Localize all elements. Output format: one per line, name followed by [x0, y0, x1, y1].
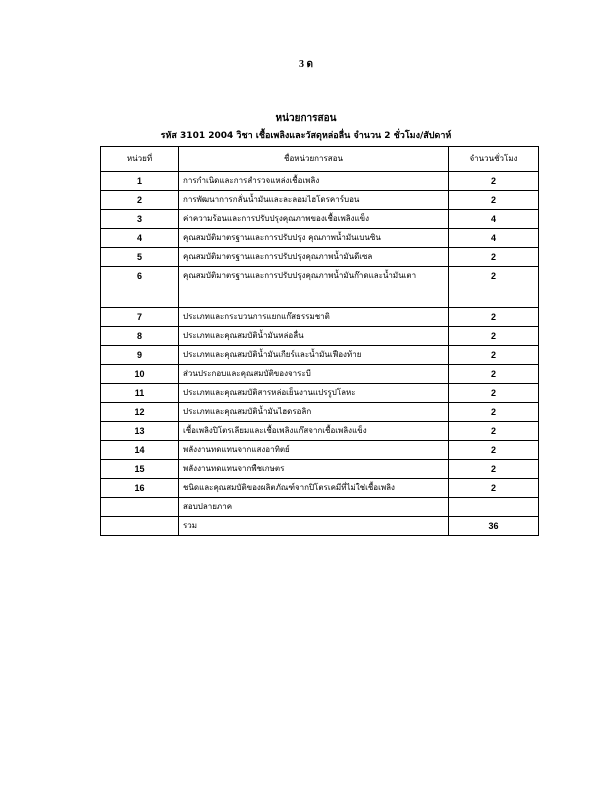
hours-cell: 2 [449, 267, 539, 308]
column-header-unit: หน่วยที่ [101, 147, 179, 172]
unit-name-cell: รวม [179, 517, 449, 536]
hours-cell: 2 [449, 460, 539, 479]
unit-number-cell: 10 [101, 365, 179, 384]
unit-name-cell: สอบปลายภาค [179, 498, 449, 517]
hours-cell: 2 [449, 191, 539, 210]
table-row [101, 248, 539, 267]
unit-number-cell: 15 [101, 460, 179, 479]
unit-number-cell: 8 [101, 327, 179, 346]
column-header-unit-name: ชื่อหน่วยการสอน [179, 147, 449, 172]
table-header-row [101, 147, 539, 172]
unit-number-cell: 16 [101, 479, 179, 498]
hours-cell: 2 [449, 422, 539, 441]
unit-name-cell: การพัฒนาการกลั่นน้ำมันและละลอมไฮโดรคาร์บอน [179, 191, 449, 210]
table-row [101, 210, 539, 229]
table-row [101, 460, 539, 479]
unit-name-cell: การกำเนิดและการสำรวจแหล่งเชื้อเพลิง [179, 172, 449, 191]
teaching-units-table [100, 146, 539, 536]
unit-number-cell: 11 [101, 384, 179, 403]
unit-number-cell: 4 [101, 229, 179, 248]
hours-cell: 2 [449, 441, 539, 460]
unit-name-cell: เชื้อเพลิงปิโตรเลียมและเชื้อเพลิงแก๊สจากเชื้อเพลิงแข็ง [179, 422, 449, 441]
hours-cell: 36 [449, 517, 539, 536]
table-row [101, 229, 539, 248]
hours-cell [449, 498, 539, 517]
table-row [101, 384, 539, 403]
unit-name-cell: คุณสมบัติมาตรฐานและการปรับปรุงคุณภาพน้ำมันก๊าดและน้ำมันเตา [179, 267, 449, 308]
unit-name-cell: คุณสมบัติมาตรฐานและการปรับปรุงคุณภาพน้ำมันดีเซล [179, 248, 449, 267]
unit-name-cell: ชนิดและคุณสมบัติของผลิตภัณฑ์จากปิโตรเคมีที่ไม่ใช่เชื้อเพลิง [179, 479, 449, 498]
unit-name-cell: ประเภทและคุณสมบัติน้ำมันหล่อลื่น [179, 327, 449, 346]
table-row [101, 365, 539, 384]
unit-number-cell: 9 [101, 346, 179, 365]
unit-name-cell: ประเภทและคุณสมบัติสารหล่อเย็นงานแปรรูปโลหะ [179, 384, 449, 403]
hours-cell: 2 [449, 403, 539, 422]
hours-cell: 2 [449, 479, 539, 498]
hours-cell: 2 [449, 365, 539, 384]
table-row [101, 191, 539, 210]
unit-name-cell: ส่วนประกอบและคุณสมบัติของจาระบี [179, 365, 449, 384]
unit-name-cell: ประเภทและกระบวนการแยกแก๊สธรรมชาติ [179, 308, 449, 327]
unit-number-cell: 14 [101, 441, 179, 460]
table-row [101, 346, 539, 365]
unit-name-cell: ค่าความร้อนและการปรับปรุงคุณภาพของเชื้อเพลิงแข็ง [179, 210, 449, 229]
hours-cell: 2 [449, 346, 539, 365]
table-row [101, 422, 539, 441]
unit-number-cell: 1 [101, 172, 179, 191]
unit-name-cell: คุณสมบัติมาตรฐานและการปรับปรุง คุณภาพน้ำมันเบนซิน [179, 229, 449, 248]
unit-number-cell: 2 [101, 191, 179, 210]
table-row [101, 498, 539, 517]
document-subtitle: รหัส 3101 2004 วิชา เชื้อเพลิงและวัสดุหล่อลื่น จำนวน 2 ชั่วโมง/สัปดาห์ [160, 131, 452, 141]
table-row [101, 479, 539, 498]
unit-number-cell: 3 [101, 210, 179, 229]
unit-name-cell: ประเภทและคุณสมบัติน้ำมันไฮดรอลิก [179, 403, 449, 422]
unit-number-cell: 7 [101, 308, 179, 327]
table-row [101, 172, 539, 191]
hours-cell: 2 [449, 384, 539, 403]
table-row [101, 308, 539, 327]
hours-cell: 4 [449, 210, 539, 229]
unit-number-cell: 6 [101, 267, 179, 308]
document-title: หน่วยการสอน [275, 113, 337, 124]
unit-number-cell: 12 [101, 403, 179, 422]
unit-number-cell [101, 517, 179, 536]
unit-name-cell: ประเภทและคุณสมบัติน้ำมันเกียร์และน้ำมันเฟืองท้าย [179, 346, 449, 365]
hours-cell: 2 [449, 172, 539, 191]
page-number: 3 ด [299, 59, 313, 70]
hours-cell: 2 [449, 327, 539, 346]
unit-name-cell: พลังงานทดแทนจากแสงอาทิตย์ [179, 441, 449, 460]
hours-cell: 2 [449, 248, 539, 267]
table-row [101, 517, 539, 536]
unit-number-cell: 13 [101, 422, 179, 441]
hours-cell: 2 [449, 308, 539, 327]
table-row [101, 267, 539, 308]
unit-number-cell: 5 [101, 248, 179, 267]
hours-cell: 4 [449, 229, 539, 248]
table-row [101, 441, 539, 460]
column-header-hours: จำนวนชั่วโมง [449, 147, 539, 172]
table-row [101, 327, 539, 346]
unit-number-cell [101, 498, 179, 517]
table-body [101, 172, 539, 536]
unit-name-cell: พลังงานทดแทนจากพืชเกษตร [179, 460, 449, 479]
table-row [101, 403, 539, 422]
